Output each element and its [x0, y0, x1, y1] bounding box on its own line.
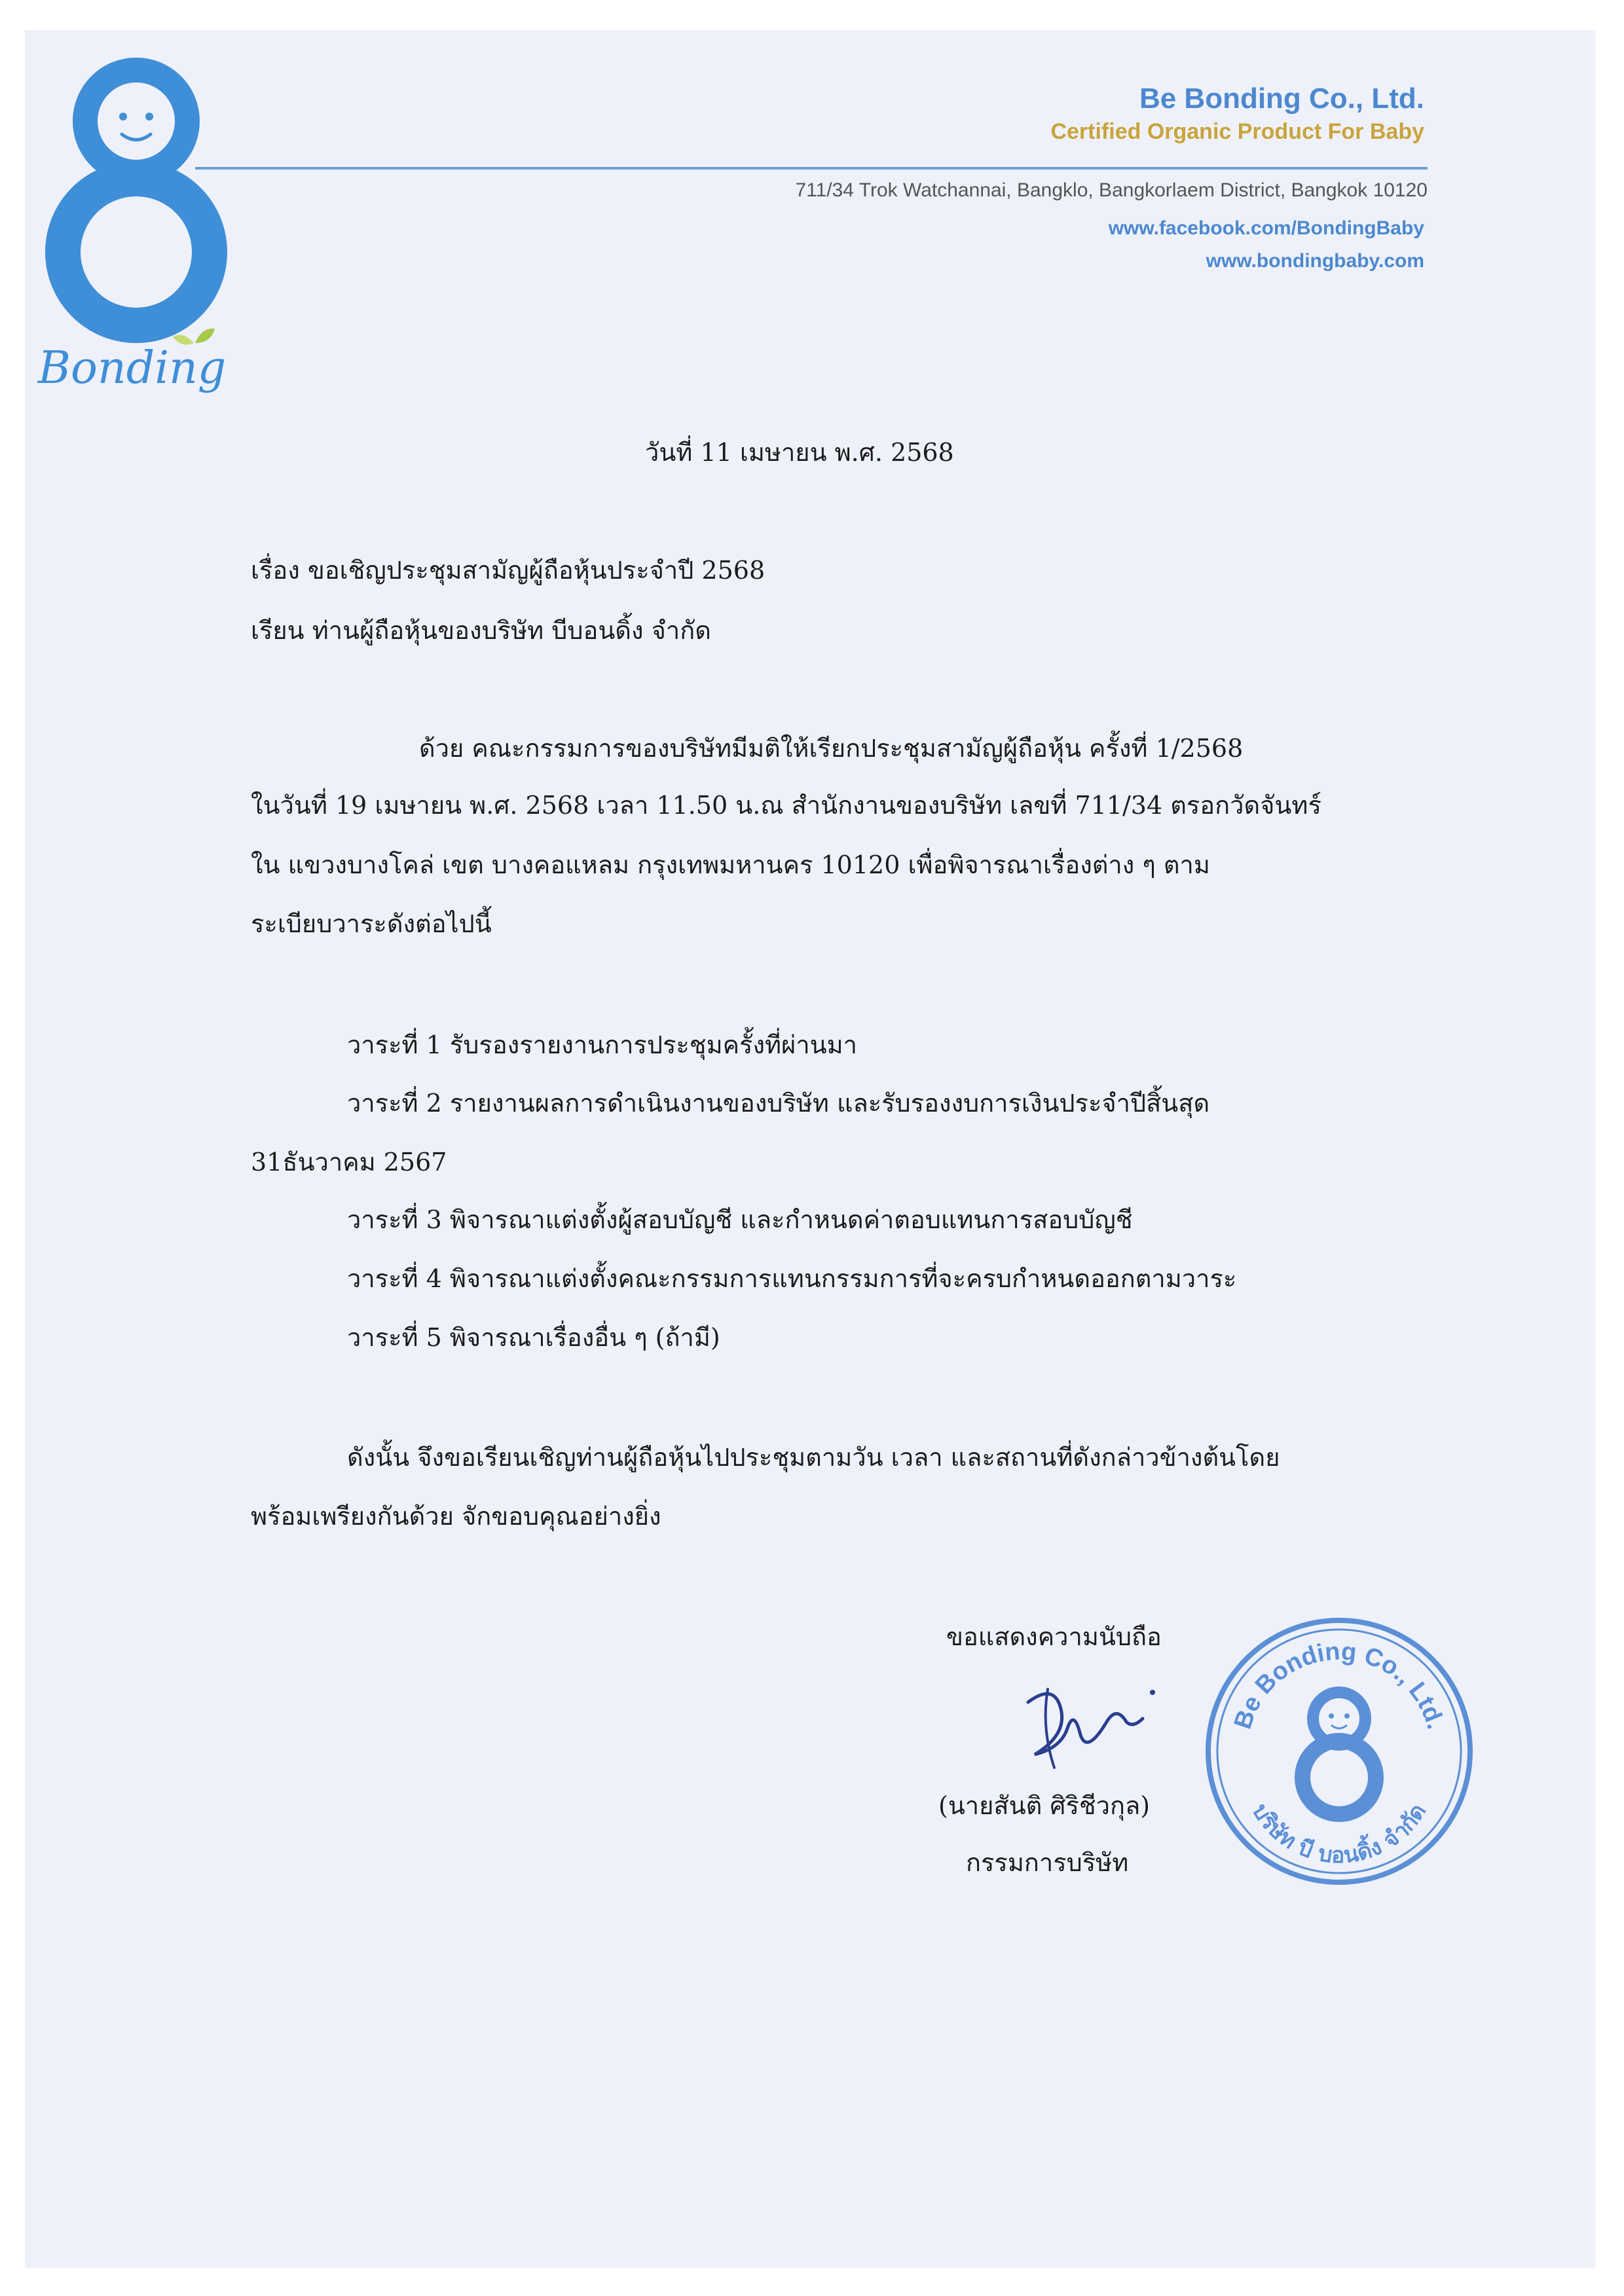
agenda-item-1: วาระที่ 1 รับรองรายงานการประชุมครั้งที่ผ่านมา: [347, 1030, 858, 1059]
bonding-logo: [31, 52, 241, 406]
agenda-item-2-cont: 31ธันวาคม 2567: [251, 1148, 447, 1176]
intro-line: ใน แขวงบางโคล่ เขต บางคอแหลม กรุงเทพมหานคร 10120 เพื่อพิจารณาเรื่องต่าง ๆ ตาม: [251, 850, 1210, 879]
agenda-item-5: วาระที่ 5 พิจารณาเรื่องอื่น ๆ (ถ้ามี): [347, 1323, 720, 1352]
company-stamp: [1202, 1614, 1477, 1889]
letter-date: วันที่ 11 เมษายน พ.ศ. 2568: [645, 438, 954, 467]
intro-line: ระเบียบวาระดังต่อไปนี้: [251, 909, 492, 938]
company-tagline: Certified Organic Product For Baby: [1050, 119, 1424, 144]
letter-subject: เรื่อง ขอเชิญประชุมสามัญผู้ถือหุ้นประจำปี 2568: [251, 556, 766, 585]
intro-line: ในวันที่ 19 เมษายน พ.ศ. 2568 เวลา 11.50 น.ณ สำนักงานของบริษัท เลขที่ 711/34 ตรอกวัดจันทร์: [251, 791, 1321, 820]
stamp-bottom-text: บริษัท บี บอนดิ้ง จำกัด: [1246, 1799, 1432, 1869]
closing-line: ดังนั้น จึงขอเรียนเชิญท่านผู้ถือหุ้นไปประชุมตามวัน เวลา และสถานที่ดังกล่าวข้างต้นโดย: [347, 1443, 1280, 1472]
header-rule: [195, 167, 1428, 170]
signer-name: (นายสันติ ศิริชีวกุล): [938, 1791, 1151, 1820]
signer-title: กรรมการบริษัท: [966, 1848, 1129, 1877]
company-address: 711/34 Trok Watchannai, Bangklo, Bangkorlaem District, Bangkok 10120: [795, 179, 1428, 201]
agenda-item-4: วาระที่ 4 พิจารณาแต่งตั้งคณะกรรมการแทนกรรมการที่จะครบกำหนดออกตามวาระ: [347, 1264, 1237, 1293]
website-link[interactable]: www.bondingbaby.com: [1206, 250, 1424, 272]
agenda-item-3: วาระที่ 3 พิจารณาแต่งตั้งผู้สอบบัญชี และกำหนดค่าตอบแทนการสอบบัญชี: [347, 1205, 1133, 1234]
logo-wordmark: Bonding: [38, 342, 227, 394]
letter-recipient: เรียน ท่านผู้ถือหุ้นของบริษัท บีบอนดิ้ง จำกัด: [251, 616, 711, 645]
facebook-link[interactable]: www.facebook.com/BondingBaby: [1108, 217, 1424, 239]
regards-text: ขอแสดงความนับถือ: [946, 1622, 1162, 1651]
company-name: Be Bonding Co., Ltd.: [1139, 82, 1424, 115]
agenda-item-2: วาระที่ 2 รายงานผลการดำเนินงานของบริษัท และรับรองงบการเงินประจำปีสิ้นสุด: [347, 1089, 1210, 1118]
intro-line: ด้วย คณะกรรมการของบริษัทมีมติให้เรียกประชุมสามัญผู้ถือหุ้น ครั้งที่ 1/2568: [419, 734, 1244, 763]
stamp-top-text: Be Bonding Co., Ltd.: [1228, 1637, 1450, 1733]
svg-text:Be Bonding Co., Ltd.: [1229, 1638, 1450, 1732]
closing-line: พร้อมเพรียงกันด้วย จักขอบคุณอย่างยิ่ง: [251, 1502, 661, 1531]
signature: [1008, 1676, 1159, 1774]
